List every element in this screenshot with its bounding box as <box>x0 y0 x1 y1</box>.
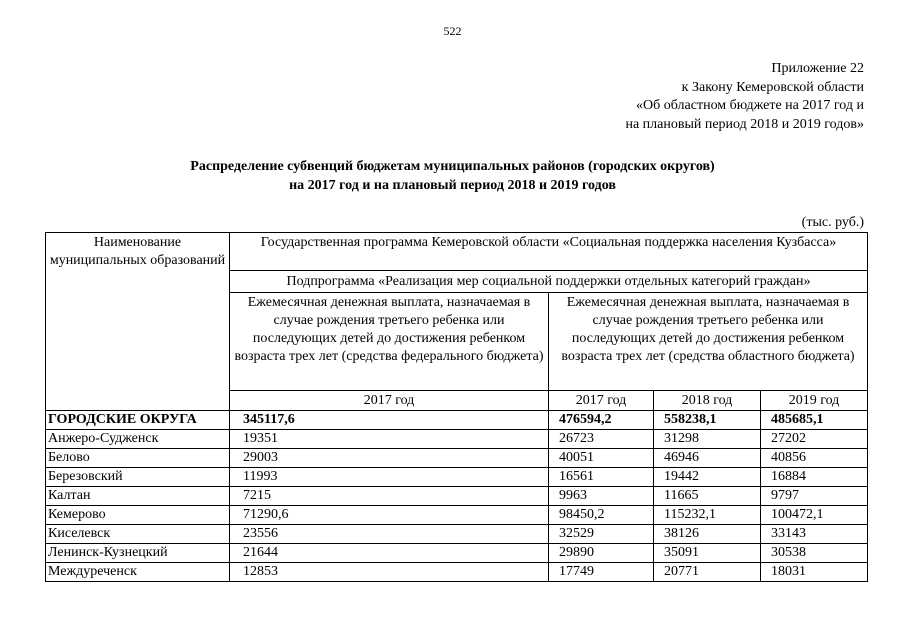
row-reg-2018: 20771 <box>654 563 761 582</box>
units-label: (тыс. руб.) <box>801 215 864 230</box>
row-reg-2019: 18031 <box>761 563 868 582</box>
row-reg-2019: 485685,1 <box>761 411 868 430</box>
row-fed-2017: 29003 <box>230 449 549 468</box>
row-reg-2017: 16561 <box>549 468 654 487</box>
table-body <box>46 411 868 582</box>
row-reg-2017: 17749 <box>549 563 654 582</box>
page-number: 522 <box>443 24 462 38</box>
row-reg-2018: 558238,1 <box>654 411 761 430</box>
table-row <box>46 430 868 449</box>
row-reg-2019: 30538 <box>761 544 868 563</box>
row-name: Междуреченск <box>46 563 230 582</box>
appendix-line-3: «Об областном бюджете на 2017 год и <box>636 98 864 113</box>
table-row <box>46 487 868 506</box>
row-name: ГОРОДСКИЕ ОКРУГА <box>46 411 230 430</box>
row-reg-2018: 11665 <box>654 487 761 506</box>
row-reg-2018: 31298 <box>654 430 761 449</box>
row-reg-2019: 27202 <box>761 430 868 449</box>
appendix-line-4: на плановый период 2018 и 2019 годов» <box>625 116 864 132</box>
document-title-line-1: Распределение субвенций бюджетам муниципальных районов (городских округов) <box>190 159 715 174</box>
row-reg-2017: 32529 <box>549 525 654 544</box>
header-year-regional-2019: 2019 год <box>761 391 868 411</box>
row-reg-2019: 9797 <box>761 487 868 506</box>
row-name: Березовский <box>46 468 230 487</box>
appendix-line-1: Приложение 22 <box>771 61 864 76</box>
row-name: Ленинск-Кузнецкий <box>46 544 230 563</box>
header-subprogram: Подпрограмма «Реализация мер социальной поддержки отдельных категорий граждан» <box>230 271 868 293</box>
row-reg-2018: 19442 <box>654 468 761 487</box>
header-regional-payment: Ежемесячная денежная выплата, назначаемая в случае рождения третьего ребенка или последующих детей до достижения ребенком возраста трех лет (средства областного бюджета) <box>549 293 868 391</box>
row-name: Анжеро-Судженск <box>46 430 230 449</box>
header-municipality: Наименование муниципальных образований <box>46 233 230 411</box>
header-federal-payment: Ежемесячная денежная выплата, назначаемая в случае рождения третьего ребенка или последующих детей до достижения ребенком возраста трех лет (средства федерального бюджета) <box>230 293 549 391</box>
row-reg-2017: 26723 <box>549 430 654 449</box>
document-title <box>0 157 905 195</box>
row-name: Кемерово <box>46 506 230 525</box>
row-fed-2017: 23556 <box>230 525 549 544</box>
row-fed-2017: 7215 <box>230 487 549 506</box>
row-reg-2017: 98450,2 <box>549 506 654 525</box>
table-row <box>46 468 868 487</box>
row-fed-2017: 19351 <box>230 430 549 449</box>
table-row <box>46 411 868 430</box>
header-year-regional-2018: 2018 год <box>654 391 761 411</box>
row-reg-2017: 29890 <box>549 544 654 563</box>
row-reg-2017: 40051 <box>549 449 654 468</box>
row-fed-2017: 11993 <box>230 468 549 487</box>
header-year-regional-2017: 2017 год <box>549 391 654 411</box>
row-reg-2018: 46946 <box>654 449 761 468</box>
row-reg-2018: 38126 <box>654 525 761 544</box>
subsidy-table <box>45 232 868 582</box>
row-reg-2017: 476594,2 <box>549 411 654 430</box>
row-reg-2018: 115232,1 <box>654 506 761 525</box>
appendix-line-2: к Закону Кемеровской области <box>681 79 864 95</box>
table-row <box>46 506 868 525</box>
row-reg-2019: 40856 <box>761 449 868 468</box>
row-reg-2019: 16884 <box>761 468 868 487</box>
row-fed-2017: 12853 <box>230 563 549 582</box>
row-name: Белово <box>46 449 230 468</box>
row-name: Калтан <box>46 487 230 506</box>
row-reg-2019: 33143 <box>761 525 868 544</box>
row-name: Киселевск <box>46 525 230 544</box>
table-row <box>46 563 868 582</box>
table-row <box>46 525 868 544</box>
row-fed-2017: 345117,6 <box>230 411 549 430</box>
row-fed-2017: 71290,6 <box>230 506 549 525</box>
row-reg-2017: 9963 <box>549 487 654 506</box>
table-row <box>46 449 868 468</box>
table-row <box>46 544 868 563</box>
document-title-line-2: на 2017 год и на плановый период 2018 и 2019 годов <box>289 178 616 193</box>
header-year-federal-2017: 2017 год <box>230 391 549 411</box>
row-reg-2018: 35091 <box>654 544 761 563</box>
appendix-header <box>625 60 864 134</box>
row-fed-2017: 21644 <box>230 544 549 563</box>
row-reg-2019: 100472,1 <box>761 506 868 525</box>
header-program: Государственная программа Кемеровской области «Социальная поддержка населения Кузбасса» <box>230 233 868 271</box>
